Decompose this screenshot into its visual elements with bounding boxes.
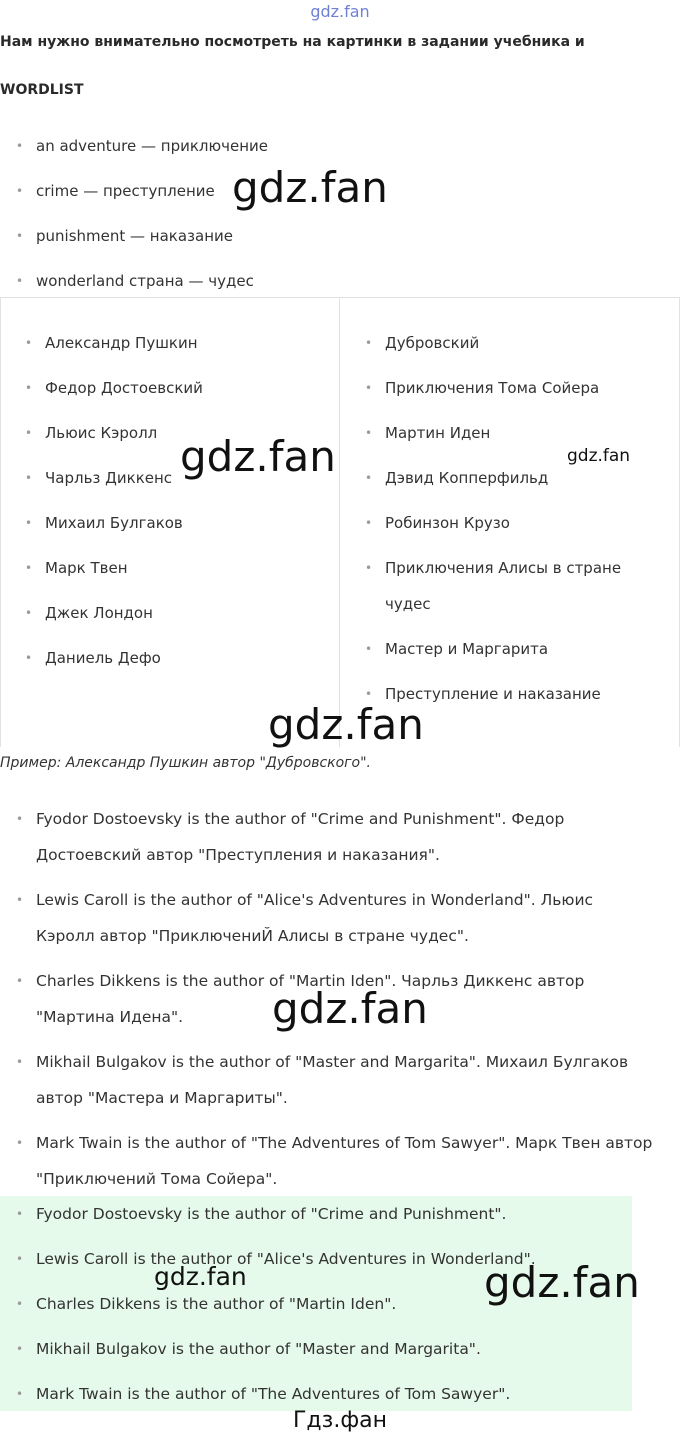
intro-text: Нам нужно внимательно посмотреть на картинки в задании учебника и bbox=[0, 34, 585, 50]
author-item: • Марк Твен bbox=[45, 550, 128, 586]
example-text: Пример: Александр Пушкин автор "Дубровского". bbox=[0, 755, 371, 771]
watermark-logo: gdz.fan bbox=[567, 446, 631, 466]
watermark-logo: gdz.fan bbox=[272, 984, 428, 1033]
highlighted-item: • Mark Twain is the author of "The Adventures of Tom Sawyer". bbox=[36, 1376, 676, 1412]
answer-line: • Mikhail Bulgakov is the author of "Master and Margarita". Михаил Булгаков bbox=[36, 1053, 629, 1071]
watermark-logo: gdz.fan bbox=[268, 700, 424, 749]
book-item: • Приключения Алисы в стране bbox=[385, 550, 621, 586]
highlighted-item: • Lewis Caroll is the author of "Alice's Adventures in Wonderland". bbox=[36, 1241, 676, 1277]
book-item: • Дубровский bbox=[385, 325, 479, 361]
author-item: • Александр Пушкин bbox=[45, 325, 198, 361]
wordlist-item: • wonderland страна — чудес bbox=[36, 263, 254, 299]
footer-watermark: Гдз.фан bbox=[293, 1408, 387, 1433]
author-item: • Даниель Дефо bbox=[45, 640, 161, 676]
answer-line: автор "Мастера и Маргариты". bbox=[36, 1089, 288, 1107]
answer-line: "Приключений Тома Сойера". bbox=[36, 1170, 278, 1188]
highlighted-item: • Fyodor Dostoevsky is the author of "Crime and Punishment". bbox=[36, 1196, 676, 1232]
answer-line: • Mark Twain is the author of "The Adventures of Tom Sawyer". Марк Твен автор bbox=[36, 1134, 653, 1152]
wordlist-title: WORDLIST bbox=[0, 82, 84, 98]
book-item: • Мартин Иден bbox=[385, 415, 490, 451]
author-item: • Джек Лондон bbox=[45, 595, 153, 631]
author-item: • Льюис Кэролл bbox=[45, 415, 157, 451]
top-watermark: gdz.fan bbox=[310, 2, 370, 21]
book-item: • Робинзон Крузо bbox=[385, 505, 510, 541]
book-item-continuation: чудес bbox=[385, 595, 431, 613]
book-item: • Дэвид Копперфильд bbox=[385, 460, 548, 496]
author-item: • Федор Достоевский bbox=[45, 370, 203, 406]
watermark-logo: gdz.fan bbox=[484, 1258, 640, 1307]
table-divider bbox=[339, 297, 340, 747]
highlighted-item: • Charles Dikkens is the author of "Martin Iden". bbox=[36, 1286, 676, 1322]
highlighted-item: • Mikhail Bulgakov is the author of "Master and Margarita". bbox=[36, 1331, 676, 1367]
answer-line: • Charles Dikkens is the author of "Martin Iden". Чарльз Диккенс автор bbox=[36, 972, 585, 990]
answer-item bbox=[36, 1125, 676, 1197]
watermark-logo: gdz.fan bbox=[232, 163, 388, 212]
book-item: • Преступление и наказание bbox=[385, 676, 601, 712]
answer-line: Кэролл автор "ПриключениЙ Алисы в стране чудес". bbox=[36, 927, 469, 945]
answer-item bbox=[36, 801, 676, 873]
wordlist-item: • an adventure — приключение bbox=[36, 128, 268, 164]
watermark-logo: gdz.fan bbox=[154, 1262, 247, 1291]
wordlist-item: • punishment — наказание bbox=[36, 218, 233, 254]
book-item: • Мастер и Маргарита bbox=[385, 631, 548, 667]
answer-item bbox=[36, 882, 676, 954]
answer-line: "Мартина Идена". bbox=[36, 1008, 184, 1026]
author-item: • Чарльз Диккенс bbox=[45, 460, 172, 496]
wordlist-item: • crime — преступление bbox=[36, 173, 215, 209]
answer-line: • Fyodor Dostoevsky is the author of "Crime and Punishment". Федор bbox=[36, 810, 565, 828]
answer-item bbox=[36, 1044, 676, 1116]
answer-line: • Lewis Caroll is the author of "Alice's Adventures in Wonderland". Льюис bbox=[36, 891, 594, 909]
answer-line: Достоевский автор "Преступления и наказания". bbox=[36, 846, 440, 864]
watermark-logo: gdz.fan bbox=[180, 432, 336, 481]
book-item: • Приключения Тома Сойера bbox=[385, 370, 599, 406]
author-item: • Михаил Булгаков bbox=[45, 505, 183, 541]
